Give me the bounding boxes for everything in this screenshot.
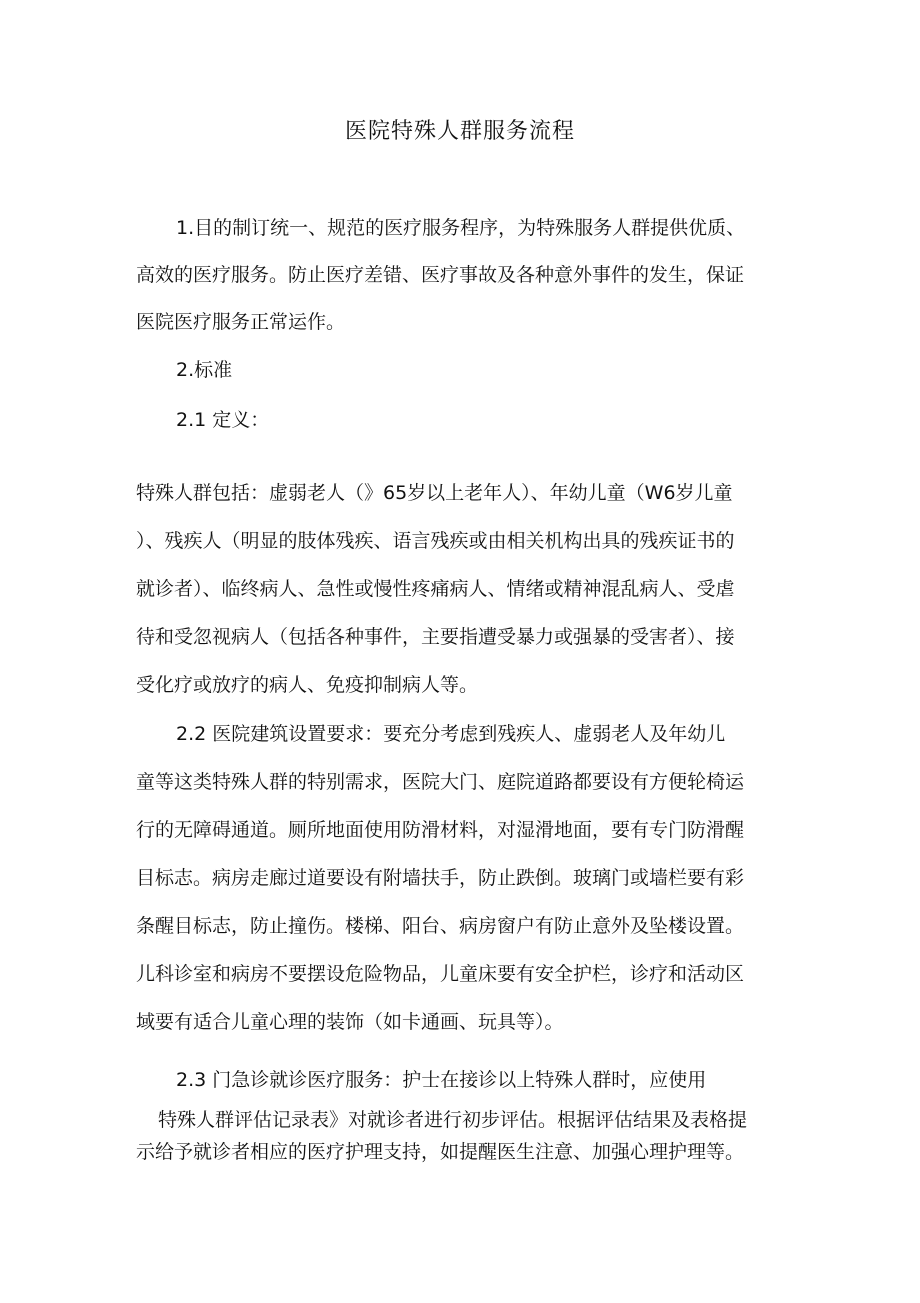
paragraph-line-1: 1.目的制订统一、规范的医疗服务程序，为特殊服务人群提供优质、 (176, 217, 746, 239)
section-2-2-line-6: 儿科诊室和病房不要摆设危险物品，儿童床要有安全护栏，诊疗和活动区 (136, 963, 745, 985)
section-heading-2: 2.标准 (176, 359, 233, 381)
section-2-2-line-3: 行的无障碍通道。厕所地面使用防滑材料，对湿滑地面，要有专门防滑醒 (136, 819, 745, 841)
paragraph-line-2: 高效的医疗服务。防止医疗差错、医疗事故及各种意外事件的发生，保证 (136, 264, 745, 286)
section-2-2-line-2: 童等这类特殊人群的特别需求，医院大门、庭院道路都要设有方便轮椅运 (136, 771, 745, 793)
paragraph-line-9: 待和受忽视病人（包括各种事件，主要指遭受暴力或强暴的受害者）、接 (136, 626, 735, 648)
paragraph-line-8: 就诊者）、临终病人、急性或慢性疼痛病人、情绪或精神混乱病人、受虐 (136, 578, 735, 600)
section-2-2-line-7: 域要有适合儿童心理的装饰（如卡通画、玩具等）。 (136, 1011, 564, 1033)
page-title: 医院特殊人群服务流程 (344, 119, 575, 144)
section-2-3-line-3: 示给予就诊者相应的医疗护理支持，如提醒医生注意、加强心理护理等。 (136, 1141, 745, 1163)
section-2-3-line-1: 2.3 门急诊就诊医疗服务：护士在接诊以上特殊人群时，应使用 (176, 1069, 707, 1091)
paragraph-line-7: ）、残疾人（明显的肢体残疾、语言残疾或由相关机构出具的残疾证书的 (136, 530, 735, 552)
section-2-3-line-2: 特殊人群评估记录表》对就诊者进行初步评估。根据评估结果及表格提 (158, 1109, 748, 1131)
paragraph-line-3: 医院医疗服务正常运作。 (136, 311, 346, 333)
section-2-2-line-1: 2.2 医院建筑设置要求：要充分考虑到残疾人、虚弱老人及年幼儿 (176, 723, 726, 745)
paragraph-line-10: 受化疗或放疗的病人、免疫抑制病人等。 (136, 674, 479, 696)
paragraph-line-6: 特殊人群包括：虚弱老人（》65岁以上老年人）、年幼儿童（W6岁儿童 (136, 482, 733, 504)
section-2-2-line-5: 条醒目标志，防止撞伤。楼梯、阳台、病房窗户有防止意外及坠楼设置。 (136, 915, 745, 937)
section-2-2-line-4: 目标志。病房走廊过道要设有附墙扶手，防止跌倒。玻璃门或墙栏要有彩 (136, 867, 745, 889)
section-heading-2-1: 2.1 定义： (176, 409, 270, 431)
